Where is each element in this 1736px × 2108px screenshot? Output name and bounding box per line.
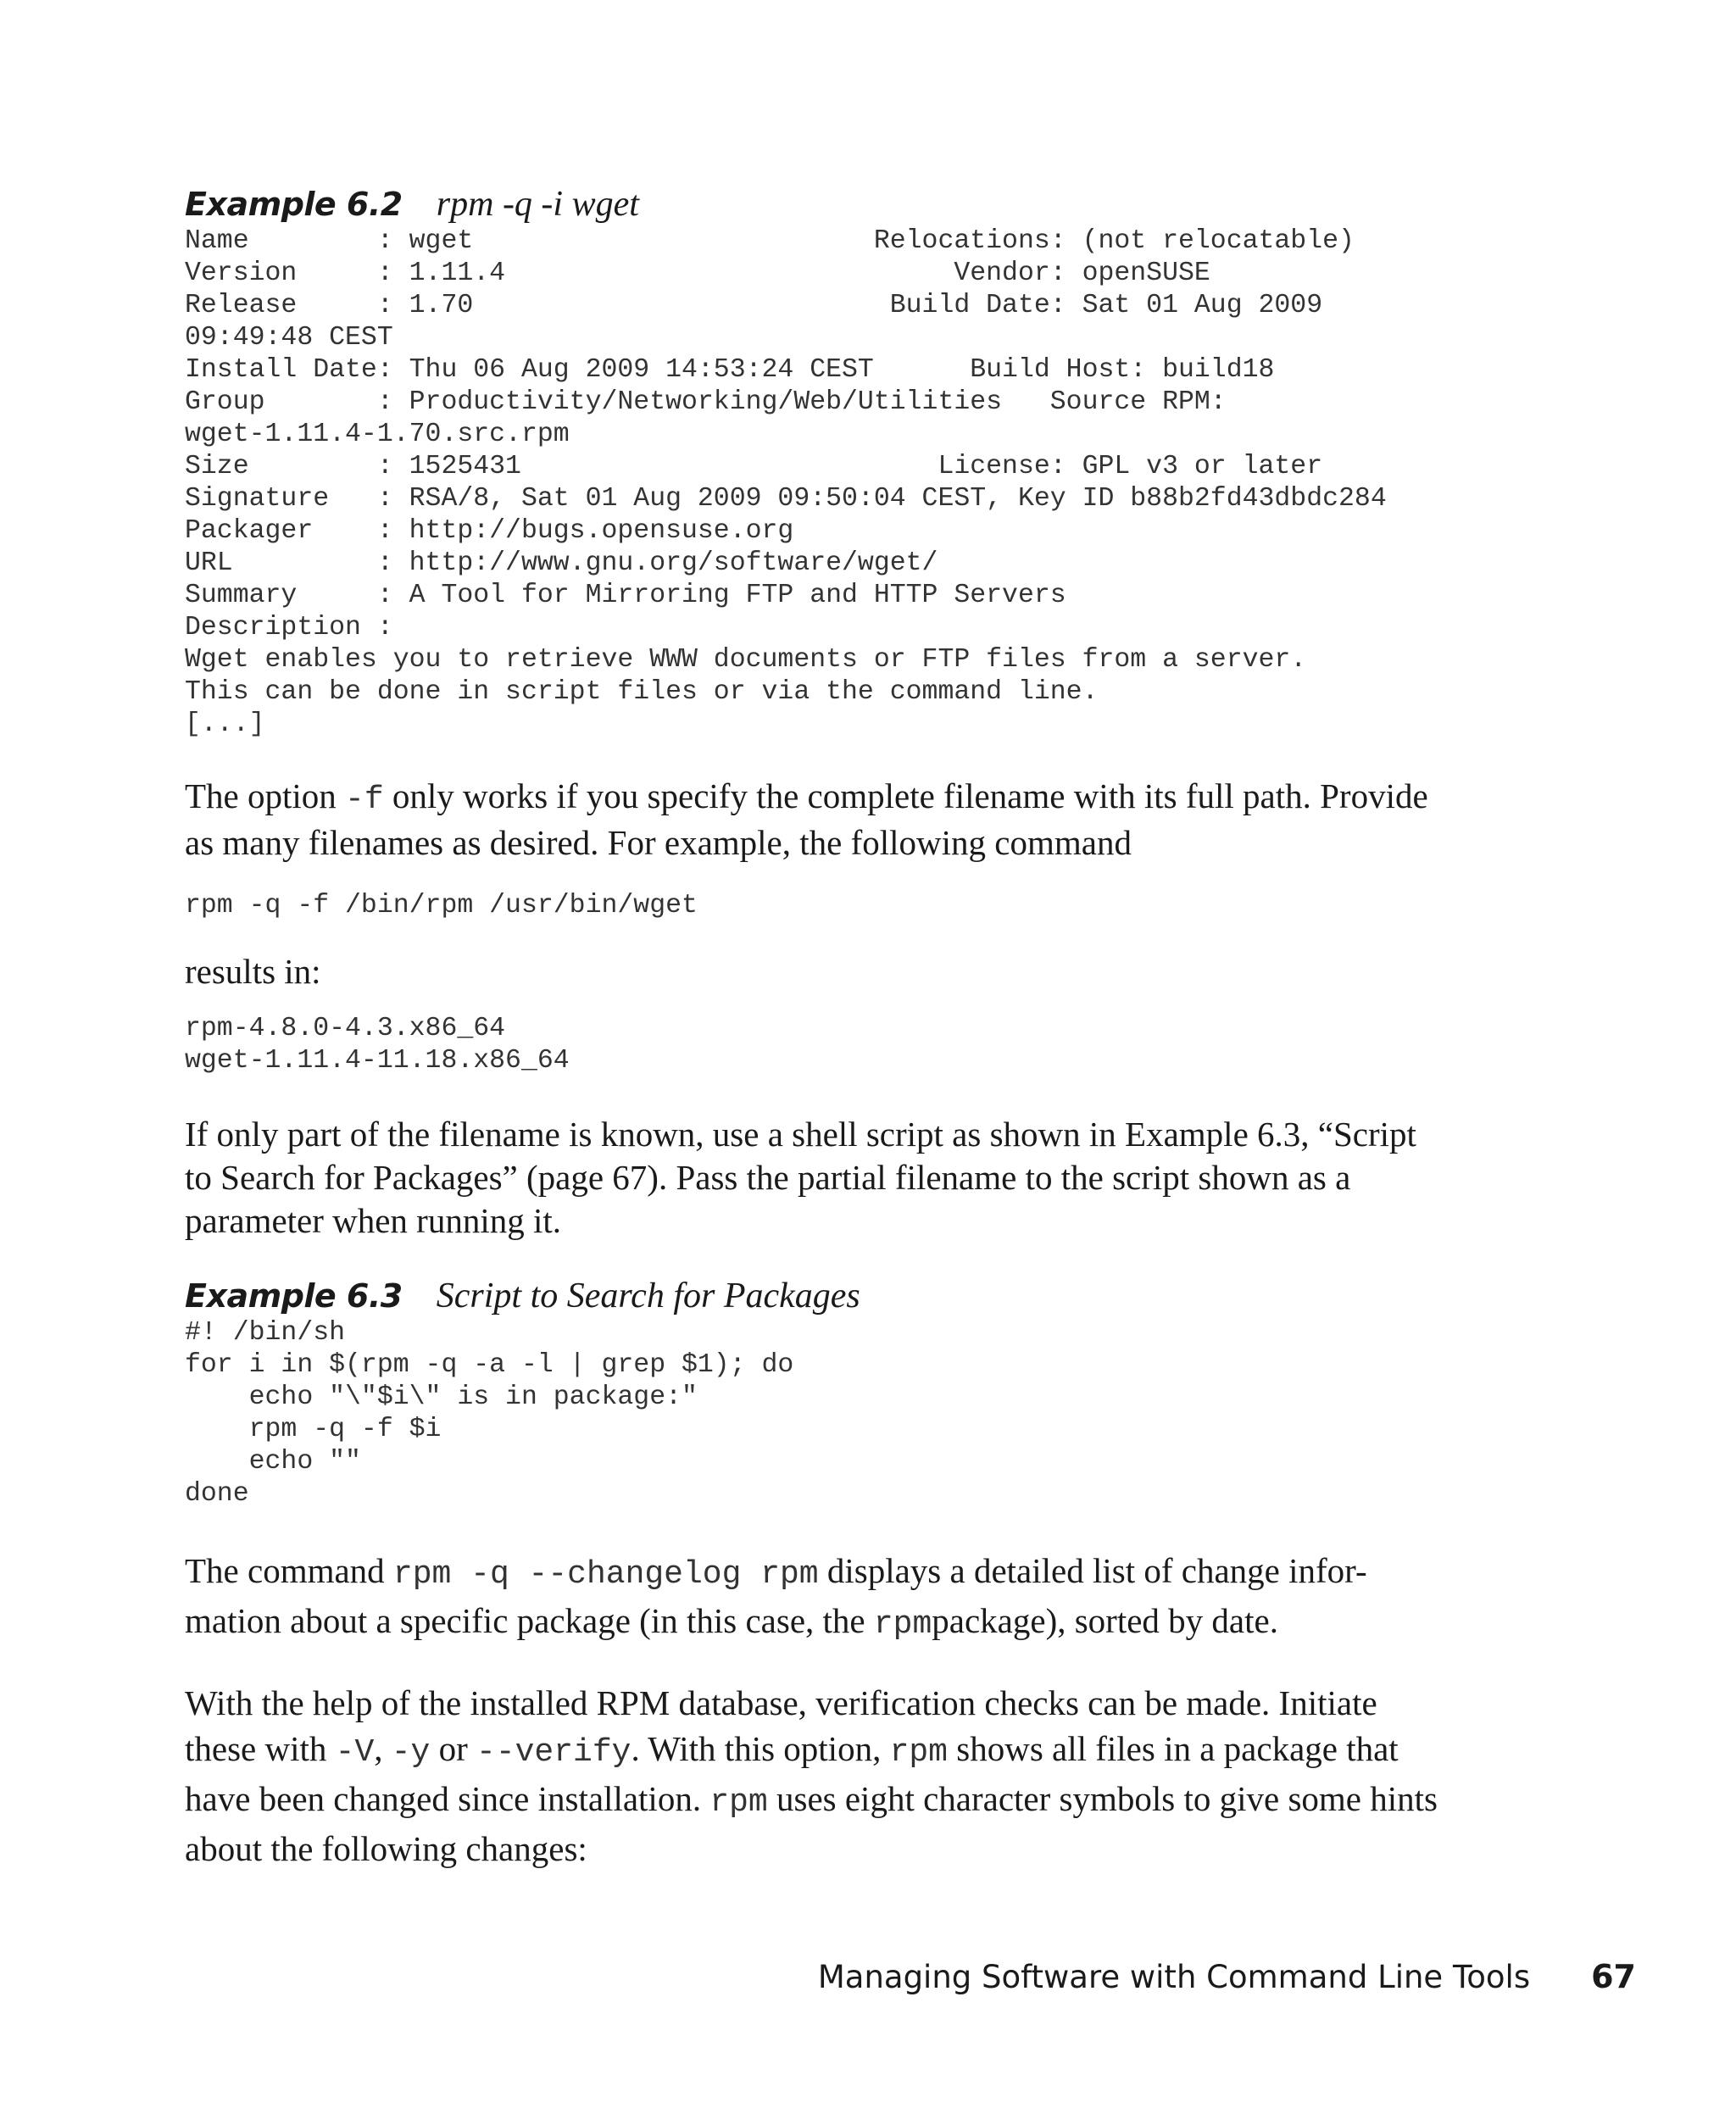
rpm-info-output: Name : wget Relocations: (not relocatable) Version : 1.11.4 Vendor: openSUSE Release : 1.70 Build Date: Sat 01 Aug 2009 09:49:48 CEST Install Date: Thu 06 Aug 2009 14:53:24 CEST Build Host: build18 Group : Productivity/Networking/Web/Utilities Source RPM: wget-1.11.4-1.70.src.rpm Size : 1525431 License: GPL v3 or later Signature : RSA/8, Sat 01 Aug 2009 09:50:04 CEST, Key ID b88b2fd43dbdc284 Packager : http://bugs.opensuse.org URL : http://www.gnu.org/software/wget/ Summary : A Tool for Mirroring FTP and HTTP Servers Description : Wget enables you to retrieve WWW documents or FTP files from a server. This can be done in script files or via the command line. [...]: [185, 226, 1387, 739]
page-footer: [0, 1958, 1636, 1995]
inline-code: --verify: [476, 1734, 632, 1771]
example-6-3-title: [185, 1275, 1439, 1317]
example-caption: Script to Search for Packages: [436, 1276, 860, 1315]
inline-code: rpm -q --changelog rpm: [392, 1556, 819, 1593]
search-script-code: #! /bin/sh for i in $(rpm -q -a -l | grep $1); do echo "\"$i\" is in package:" rpm -q -f $i echo "" done: [185, 1318, 794, 1509]
inline-code: -V: [335, 1734, 375, 1771]
example-6-2-title: [185, 183, 1439, 225]
example-caption: rpm -q -i wget: [436, 185, 639, 224]
inline-code: -y: [391, 1734, 431, 1771]
paragraph-verify: With the help of the installed RPM database, verification checks can be made. Initiate these with -V, -y or --verify. With this option, rpm shows all files in a package that have been changed since installation. rpm uses eight character symbols to give some hints about the following changes:: [185, 1683, 1438, 1868]
inline-code: rpm: [889, 1734, 948, 1771]
paragraph-option-f: The option -f only works if you specify the complete filename with its full path. Provide as many filenames as desired. For example, the following command: [185, 776, 1428, 862]
example-label: Example 6.2: [185, 186, 403, 223]
inline-code: -f: [345, 781, 384, 818]
results-output: rpm-4.8.0-4.3.x86_64 wget-1.11.4-11.18.x86_64: [185, 1014, 570, 1076]
footer-page-number: 67: [1591, 1958, 1636, 1995]
paragraph-changelog: The command rpm -q --changelog rpm displays a detailed list of change infor- mation about a specific package (in this case, the rpmpackage), sorted by date.: [185, 1551, 1367, 1643]
inline-code: rpm: [709, 1784, 768, 1821]
inline-code: rpm: [873, 1606, 932, 1643]
results-in-text: results in:: [185, 952, 321, 991]
paragraph-partial-filename: If only part of the filename is known, use a shell script as shown in Example 6.3, “Script to Search for Packages” (page 67). Pass the partial filename to the script shown as a parameter when running it.: [185, 1115, 1416, 1240]
footer-chapter-title: Managing Software with Command Line Tools: [817, 1959, 1531, 1995]
command-rpm-q-f: rpm -q -f /bin/rpm /usr/bin/wget: [185, 891, 698, 921]
page-content: [185, 183, 1439, 1872]
example-label: Example 6.3: [185, 1277, 403, 1315]
